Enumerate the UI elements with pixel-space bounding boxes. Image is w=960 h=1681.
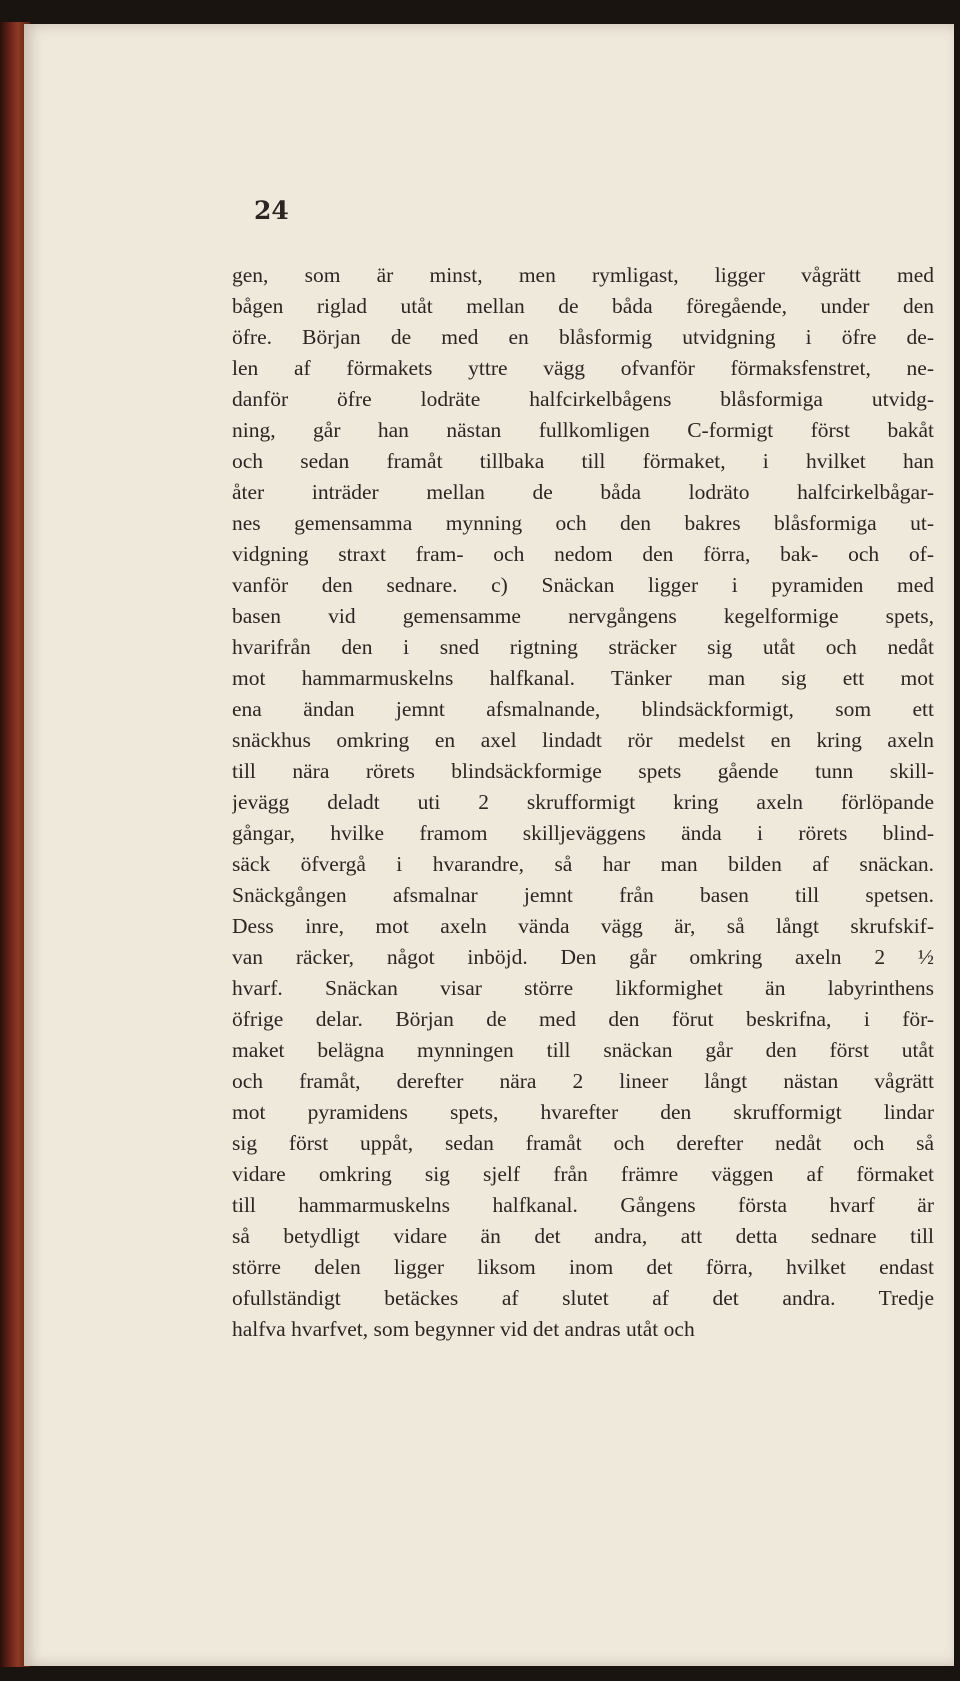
text-line: maket belägna mynningen till snäckan går den först utåt [232, 1038, 934, 1062]
text-line: större delen ligger liksom inom det förra, hvilket endast [232, 1255, 934, 1279]
text-line: och framåt, derefter nära 2 lineer långt nästan vågrätt [232, 1069, 934, 1093]
text-line: vanför den sednare. c) Snäckan ligger i pyramiden med [232, 573, 934, 597]
text-line: gångar, hvilke framom skilljeväggens ända i rörets blind- [232, 821, 934, 845]
text-line: danför öfre lodräte halfcirkelbågens blåsformiga utvidg- [232, 387, 934, 411]
text-line: halfva hvarfvet, som begynner vid det andras utåt och [232, 1317, 695, 1341]
text-line: gen, som är minst, men rymligast, ligger vågrätt med [232, 263, 934, 287]
text-line: nes gemensamma mynning och den bakres blåsformiga ut- [232, 511, 934, 535]
text-line: van räcker, något inböjd. Den går omkring axeln 2 ½ [232, 945, 934, 969]
text-line: till nära rörets blindsäckformige spets gående tunn skill- [232, 759, 934, 783]
text-line: sig först uppåt, sedan framåt och derefter nedåt och så [232, 1131, 934, 1155]
text-line: mot hammarmuskelns halfkanal. Tänker man sig ett mot [232, 666, 934, 690]
text-line: öfrige delar. Början de med den förut beskrifna, i för- [232, 1007, 934, 1031]
text-line: och sedan framåt tillbaka till förmaket, i hvilket han [232, 449, 934, 473]
text-line: vidgning straxt fram- och nedom den förra, bak- och of- [232, 542, 934, 566]
text-line: till hammarmuskelns halfkanal. Gångens första hvarf är [232, 1193, 934, 1217]
text-line: Snäckgången afsmalnar jemnt från basen till spetsen. [232, 883, 934, 907]
text-line: ena ändan jemnt afsmalnande, blindsäckformigt, som ett [232, 697, 934, 721]
text-line: mot pyramidens spets, hvarefter den skrufformigt lindar [232, 1100, 934, 1124]
text-line: snäckhus omkring en axel lindadt rör medelst en kring axeln [232, 728, 934, 752]
text-line: basen vid gemensamme nervgångens kegelformige spets, [232, 604, 934, 628]
text-line: ofullständigt betäckes af slutet af det andra. Tredje [232, 1286, 934, 1310]
text-line: öfre. Början de med en blåsformig utvidgning i öfre de- [232, 325, 934, 349]
text-line: bågen riglad utåt mellan de båda föregående, under den [232, 294, 934, 318]
text-line: ning, går han nästan fullkomligen C-formigt först bakåt [232, 418, 934, 442]
text-line: säck öfvergå i hvarandre, så har man bilden af snäckan. [232, 852, 934, 876]
book-page [24, 24, 954, 1666]
text-line: hvarifrån den i sned rigtning sträcker sig utåt och nedåt [232, 635, 934, 659]
body-text [232, 260, 934, 1345]
page-number: 24 [254, 196, 289, 225]
text-line: vidare omkring sig sjelf från främre väggen af förmaket [232, 1162, 934, 1186]
text-line: så betydligt vidare än det andra, att detta sednare till [232, 1224, 934, 1248]
text-line: Dess inre, mot axeln vända vägg är, så långt skrufskif- [232, 914, 934, 938]
text-line: len af förmakets yttre vägg ofvanför förmaksfenstret, ne- [232, 356, 934, 380]
text-line: åter inträder mellan de båda lodräto halfcirkelbågar- [232, 480, 934, 504]
text-line: jevägg deladt uti 2 skrufformigt kring axeln förlöpande [232, 790, 934, 814]
text-line: hvarf. Snäckan visar större likformighet än labyrinthens [232, 976, 934, 1000]
